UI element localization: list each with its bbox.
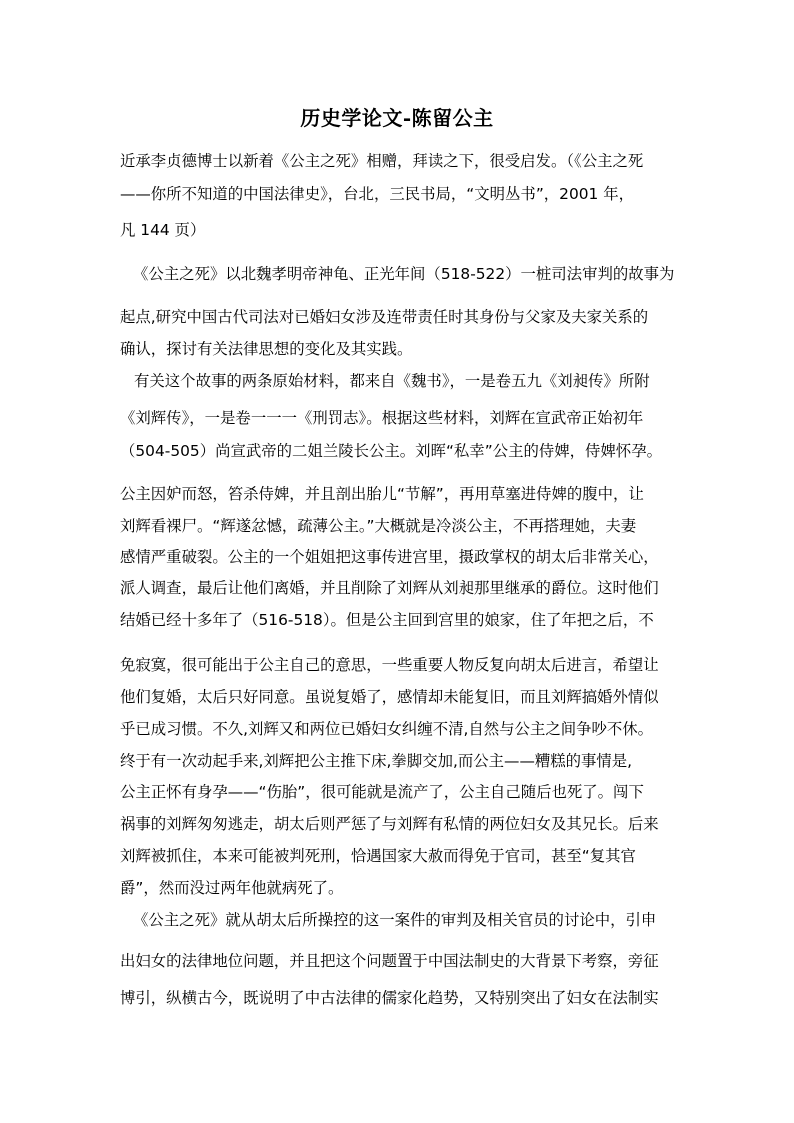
paragraph-line: 终于有一次动起手来,刘辉把公主推下床,拳脚交加,而公主——糟糕的事情是,	[120, 752, 633, 770]
paragraph-line: 凡 144 页）	[120, 221, 206, 239]
paragraph-line: ——你所不知道的中国法律史》，台北，三民书局，“文明丛书”，2001 年，	[120, 185, 635, 203]
paragraph-line: （504-505）尚宣武帝的二姐兰陵长公主。刘晖“私幸”公主的侍婢，侍婢怀孕。	[120, 442, 662, 460]
paragraph-line: 《公主之死》以北魏孝明帝神龟、正光年间（518-522）一桩司法审判的故事为	[133, 265, 675, 283]
paragraph-line: 公主正怀有身孕——“伤胎”，很可能就是流产了，公主自己随后也死了。闯下	[120, 783, 644, 801]
paragraph-line: 派人调查，最后让他们离婚，并且削除了刘辉从刘昶那里继承的爵位。这时他们	[120, 579, 659, 597]
paragraph-line: 爵”，然而没过两年他就病死了。	[120, 879, 344, 897]
paragraph-line: 感情严重破裂。公主的一个姐姐把这事传进宫里，摄政掌权的胡太后非常关心，	[120, 548, 659, 566]
paragraph-line: 他们复婚，太后只好同意。虽说复婚了，感情却未能复旧，而且刘辉搞婚外情似	[120, 688, 659, 706]
paragraph-line: 确认，探讨有关法律思想的变化及其实践。	[120, 340, 413, 358]
paragraph-line: 《刘辉传》，一是卷一一一《刑罚志》。根据这些材料，刘辉在宣武帝正始初年	[120, 409, 644, 427]
paragraph-line: 刘辉看裸尸。“辉遂忿憾，疏薄公主。”大概就是冷淡公主，不再搭理她，夫妻	[120, 517, 637, 535]
paragraph-line: 刘辉被抓住，本来可能被判死刑，恰遇国家大赦而得免于官司，甚至“复其官	[120, 847, 636, 865]
document-title: 历史学论文-陈留公主	[300, 106, 494, 130]
paragraph-line: 免寂寞，很可能出于公主自己的意思，一些重要人物反复向胡太后进言，希望让	[120, 656, 659, 674]
paragraph-line: 乎已成习惯。不久,刘辉又和两位已婚妇女纠缠不清,自然与公主之间争吵不休。	[120, 720, 654, 738]
paragraph-line: 公主因妒而怒，笞杀侍婢，并且剖出胎儿“节解”，再用草塞进侍婢的腹中，让	[120, 485, 644, 503]
paragraph-line: 《公主之死》就从胡太后所操控的这一案件的审判及相关官员的讨论中，引申	[133, 911, 657, 929]
paragraph-line: 有关这个故事的两条原始材料，都来自《魏书》，一是卷五九《刘昶传》所附	[134, 372, 650, 390]
paragraph-line: 结婚已经十多年了（516-518）。但是公主回到宫里的娘家，住了年把之后，不	[120, 611, 654, 629]
paragraph-line: 博引，纵横古今，既说明了中古法律的儒家化趋势，又特别突出了妇女在法制实	[120, 989, 659, 1007]
paragraph-line: 近承李贞德博士以新着《公主之死》相赠，拜读之下，很受启发。（《公主之死	[120, 152, 644, 170]
paragraph-line: 出妇女的法律地位问题，并且把这个问题置于中国法制史的大背景下考察，旁征	[120, 952, 659, 970]
paragraph-line: 祸事的刘辉匆匆逃走，胡太后则严惩了与刘辉有私情的两位妇女及其兄长。后来	[120, 815, 659, 833]
paragraph-line: 起点,研究中国古代司法对已婚妇女涉及连带责任时其身份与父家及夫家关系的	[120, 308, 649, 326]
